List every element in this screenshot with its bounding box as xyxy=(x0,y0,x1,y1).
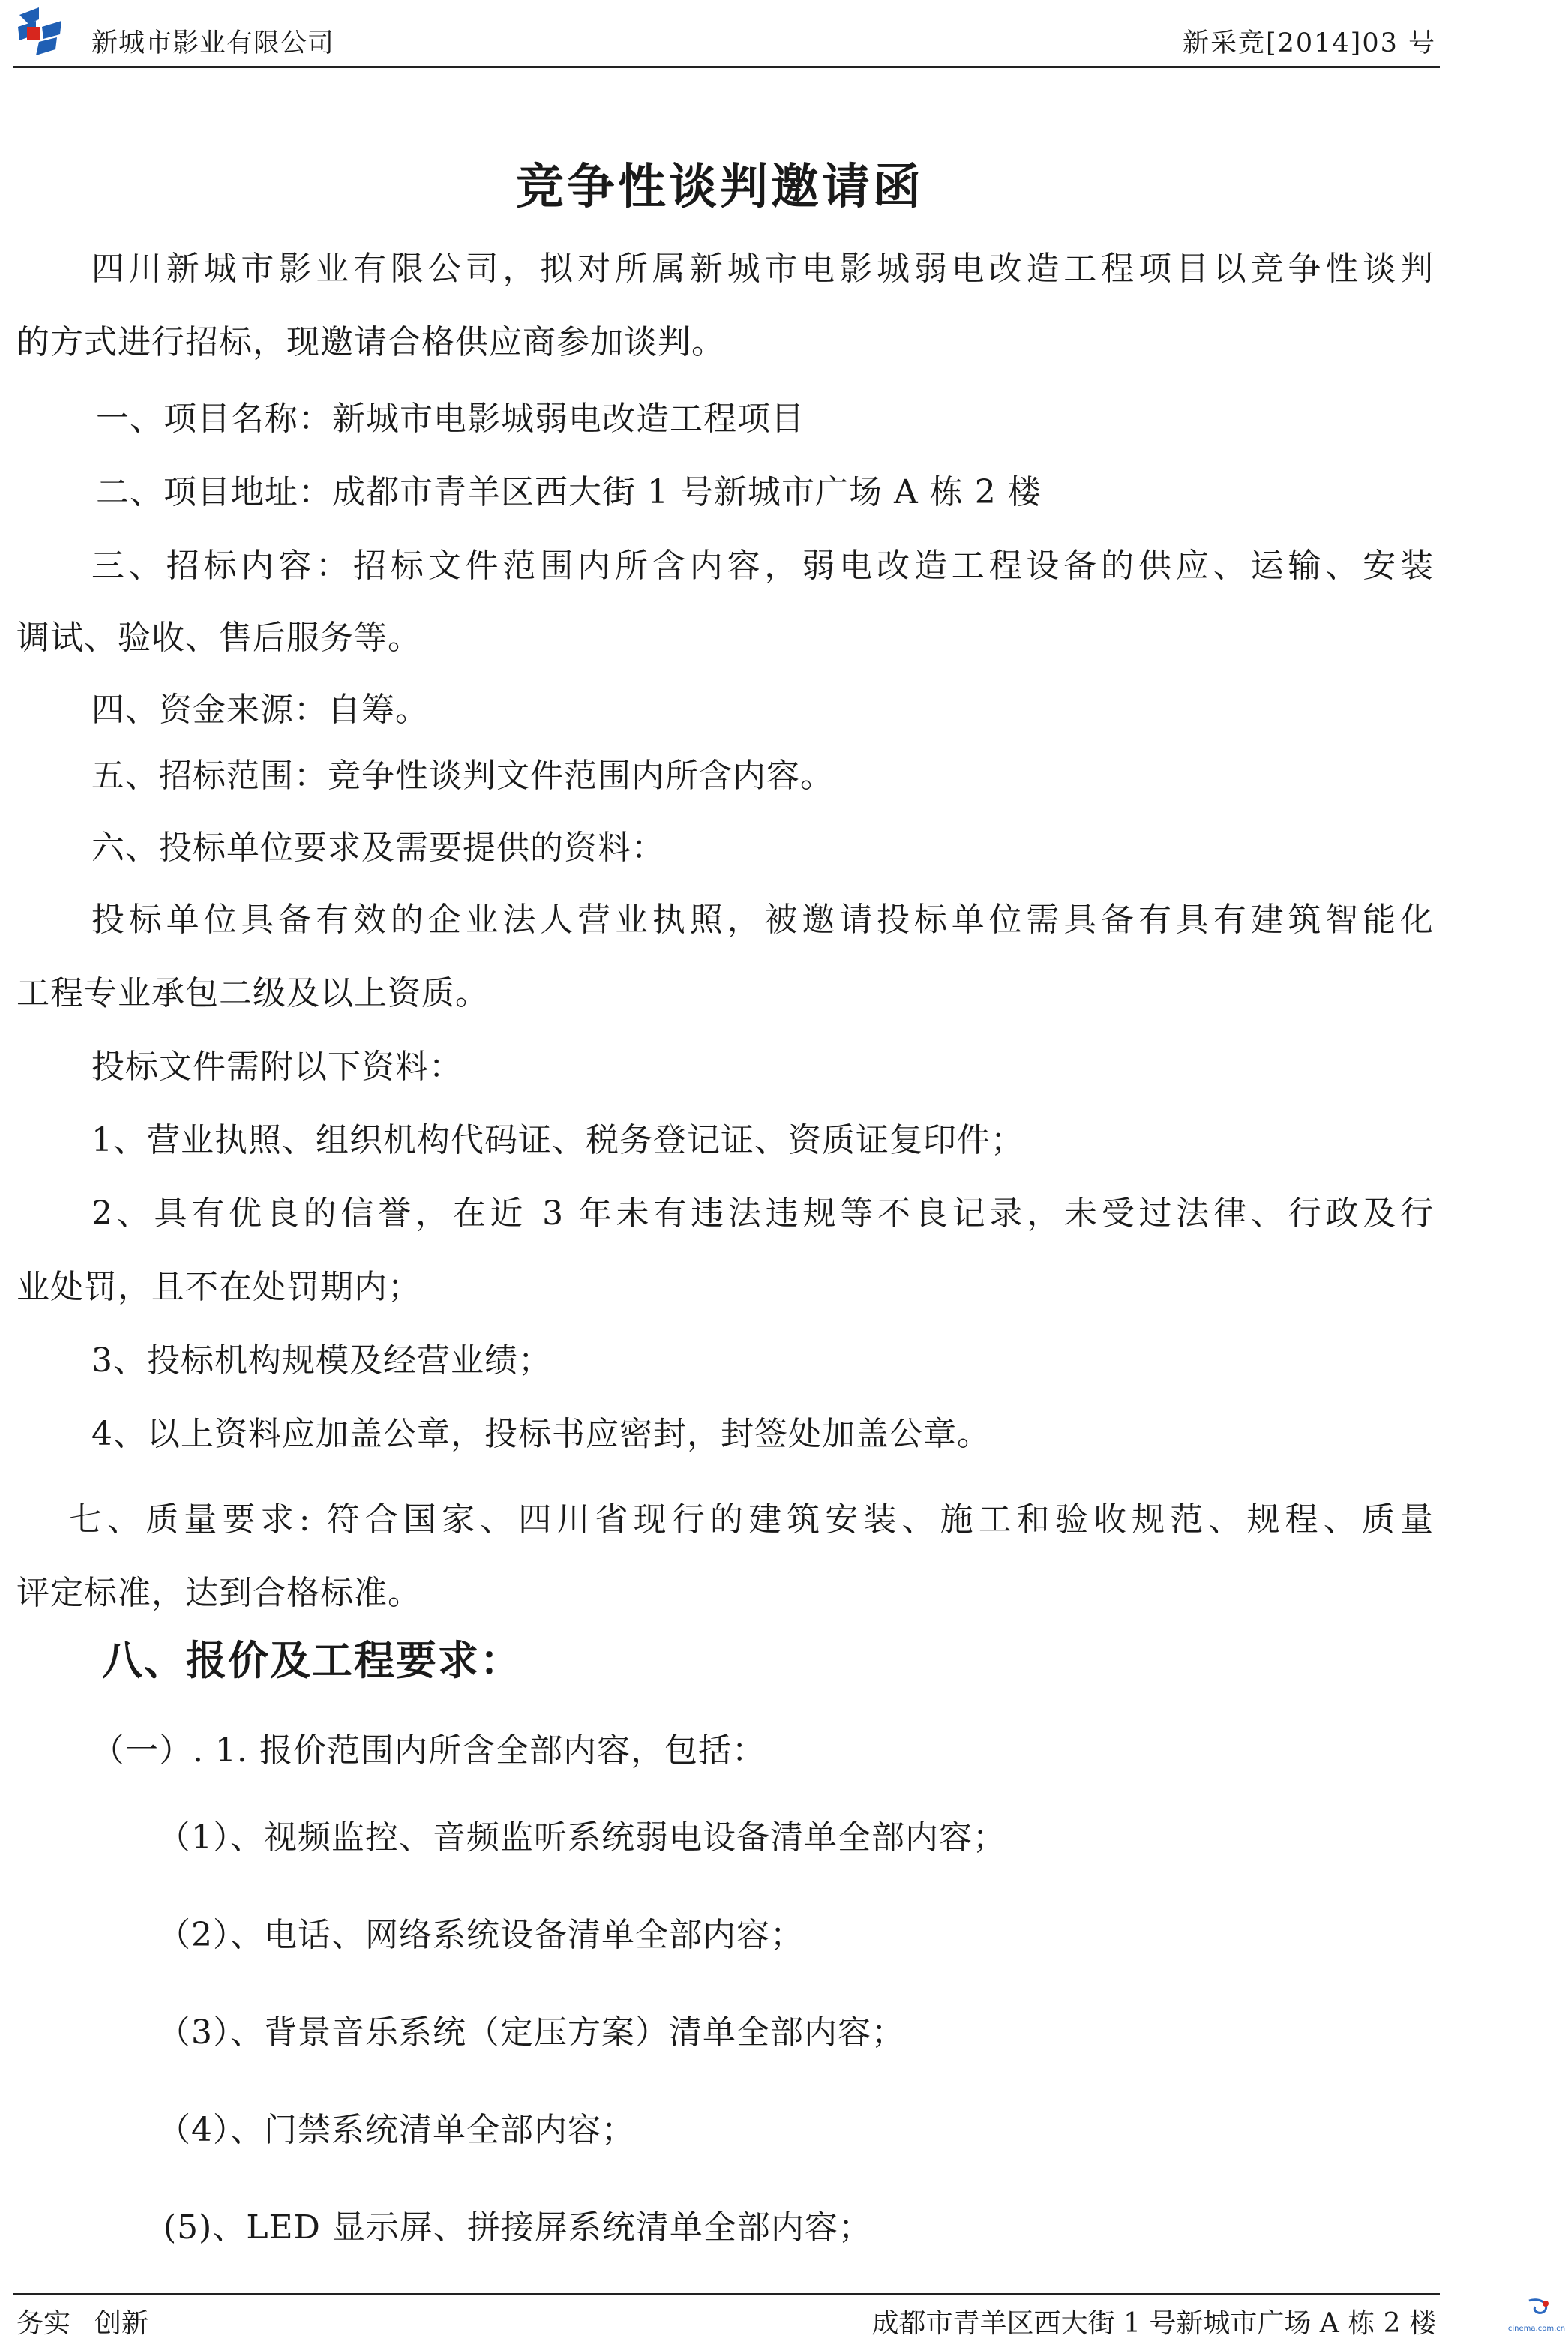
watermark-logo xyxy=(1507,2296,1566,2335)
section-8-item-4: （4）、门禁系统清单全部内容； xyxy=(157,2111,635,2149)
section-8-item-3: （3）、背景音乐系统（定压方案）清单全部内容； xyxy=(157,2013,905,2052)
section-6-item-2-line-2: 业处罚，且不在处罚期内； xyxy=(16,1268,421,1306)
section-6-para-1-line-1: 投标单位具备有效的企业法人营业执照，被邀请投标单位需具备有具有建筑智能化 xyxy=(91,901,1434,939)
header-divider xyxy=(13,66,1440,68)
section-8-heading: 八、报价及工程要求： xyxy=(102,1636,522,1684)
section-6-heading: 六、投标单位要求及需要提供的资料： xyxy=(91,829,665,867)
svg-text:cinema.com.cn: cinema.com.cn xyxy=(1507,2325,1566,2333)
header-document-number: 新采竞[2014]03 号 xyxy=(1182,28,1436,58)
section-6-para-2: 投标文件需附以下资料： xyxy=(91,1048,463,1086)
company-logo xyxy=(13,4,67,58)
section-6-item-4: 4、以上资料应加盖公章，投标书应密封，封签处加盖公章。 xyxy=(91,1415,991,1453)
section-6-para-1-line-2: 工程专业承包二级及以上资质。 xyxy=(16,974,489,1012)
section-6-item-2-line-1: 2、具有优良的信誉，在近 3 年未有违法违规等不良记录，未受过法律、行政及行 xyxy=(91,1194,1434,1233)
section-7-line-2: 评定标准，达到合格标准。 xyxy=(16,1574,421,1612)
section-1-project-name: 一、项目名称：新城市电影城弱电改造工程项目 xyxy=(96,400,805,438)
section-8-item-5: (5)、LED 显示屏、拼接屏系统清单全部内容； xyxy=(163,2208,872,2247)
section-4-funding: 四、资金来源：自筹。 xyxy=(91,691,429,729)
document-title: 竞争性谈判邀请函 xyxy=(516,159,924,215)
section-6-item-3: 3、投标机构规模及经营业绩； xyxy=(91,1341,552,1380)
section-8-item-2: （2）、电话、网络系统设备清单全部内容； xyxy=(157,1916,804,1954)
section-5-scope: 五、招标范围：竞争性谈判文件范围内所含内容。 xyxy=(91,757,834,795)
section-6-item-1: 1、营业执照、组织机构代码证、税务登记证、资质证复印件； xyxy=(91,1121,1024,1159)
footer-motto-1: 务实 xyxy=(16,2308,71,2339)
intro-line-1: 四川新城市影业有限公司，拟对所属新城市电影城弱电改造工程项目以竞争性谈判 xyxy=(91,250,1434,288)
footer-address: 成都市青羊区西大街 1 号新城市广场 A 栋 2 楼 xyxy=(871,2308,1436,2339)
section-3-line-1: 三、招标内容：招标文件范围内所含内容，弱电改造工程设备的供应、运输、安装 xyxy=(91,547,1434,585)
footer-motto xyxy=(16,2302,172,2340)
section-2-project-address: 二、项目地址：成都市青羊区西大街 1 号新城市广场 A 栋 2 楼 xyxy=(96,473,1042,511)
section-3-line-2: 调试、验收、售后服务等。 xyxy=(16,619,421,657)
intro-line-2: 的方式进行招标，现邀请合格供应商参加谈判。 xyxy=(16,323,725,361)
footer-motto-2: 创新 xyxy=(94,2308,149,2339)
section-8-sub-heading: （一）. 1. 报价范围内所含全部内容，包括： xyxy=(91,1731,766,1770)
section-7-line-1: 七、质量要求: 符合国家、四川省现行的建筑安装、施工和验收规范、规程、质量 xyxy=(69,1500,1434,1539)
header-company-name: 新城市影业有限公司 xyxy=(91,28,335,58)
section-8-item-1: （1）、视频监控、音频监听系统弱电设备清单全部内容； xyxy=(157,1818,1006,1857)
footer-divider xyxy=(13,2293,1440,2295)
